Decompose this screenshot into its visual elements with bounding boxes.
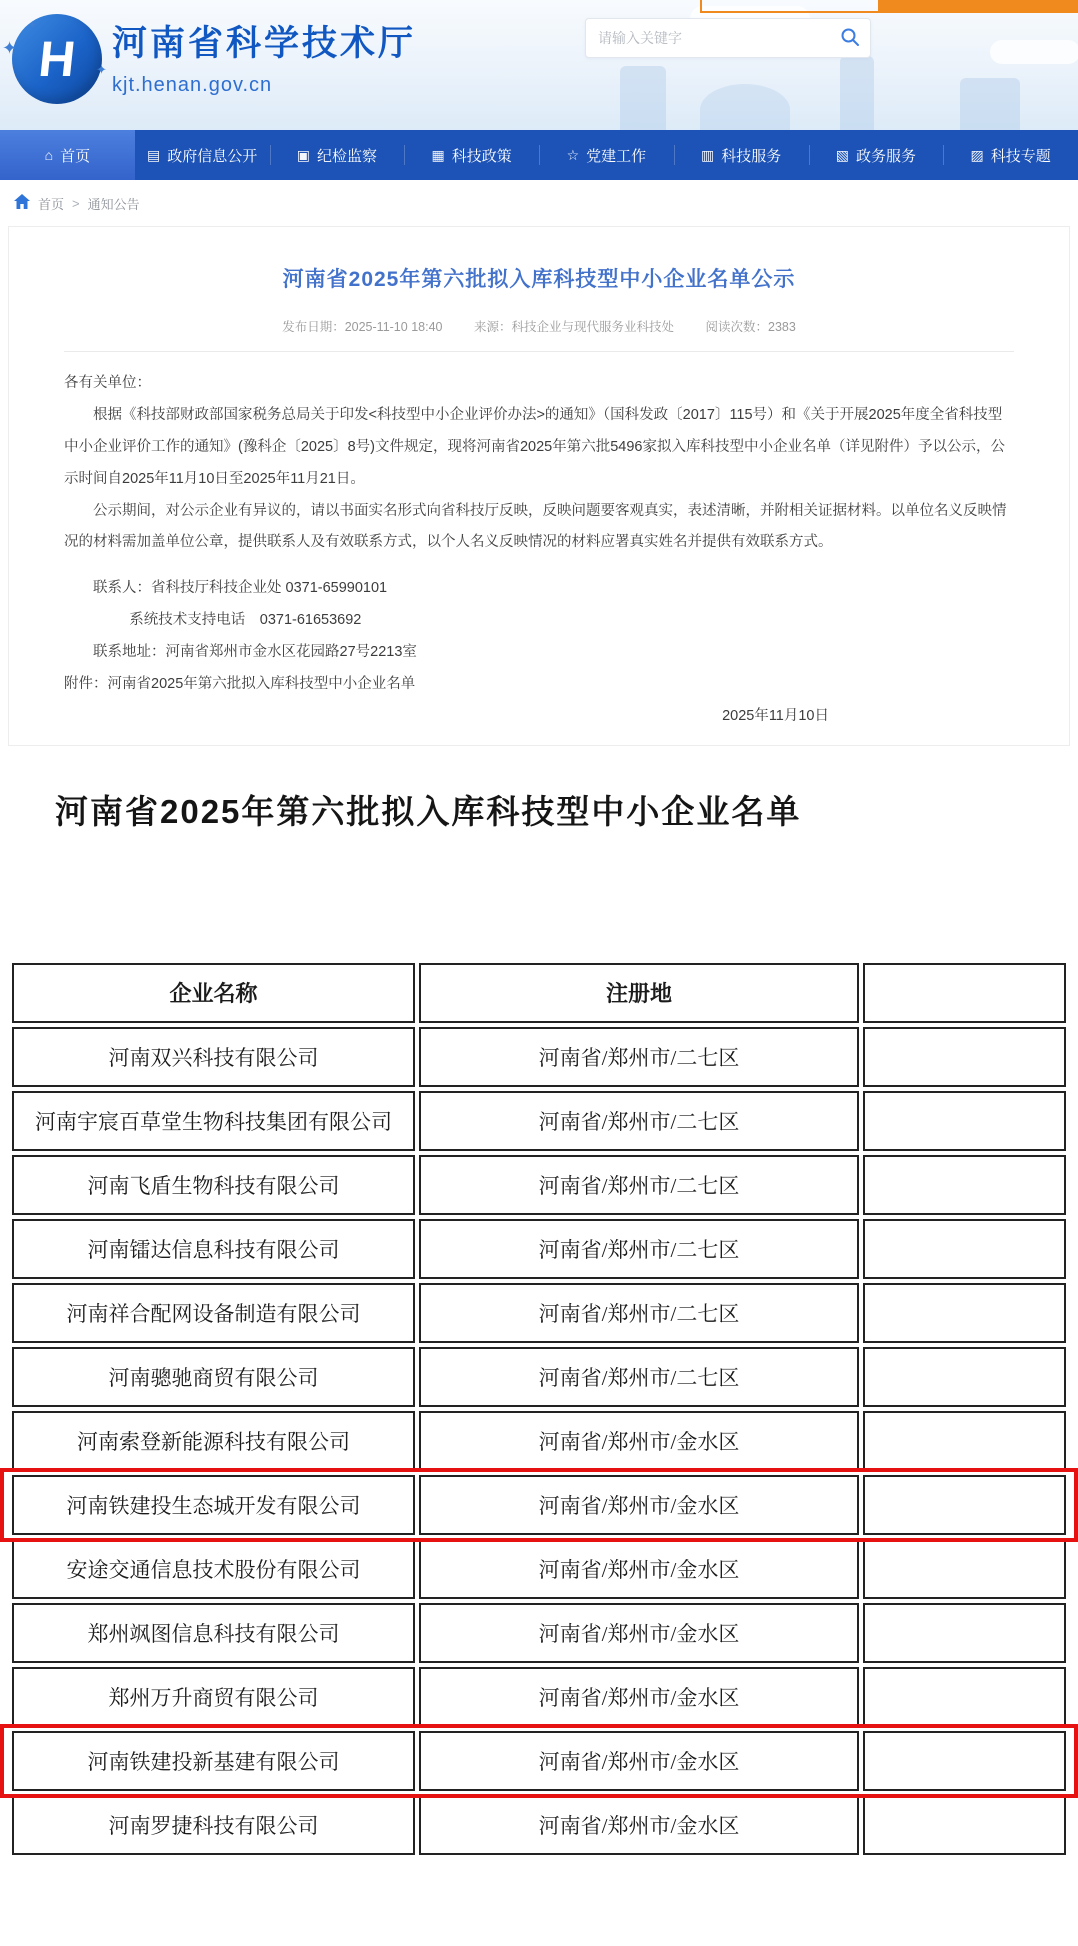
attachment-link[interactable]: 河南省2025年第六批拟入库科技型中小企业名单 <box>107 676 416 693</box>
document-icon: ▤ <box>147 147 161 163</box>
nav-item-home[interactable] <box>0 130 135 180</box>
table-row <box>12 1155 1066 1215</box>
home-icon: ⌂ <box>44 147 54 163</box>
table-row <box>12 1027 1066 1087</box>
company-name-cell: 河南双兴科技有限公司 <box>12 1027 415 1087</box>
view-count: 阅读次数：2383 <box>705 320 796 334</box>
nav-item-label: 科技专题 <box>990 147 1051 165</box>
location-cell: 河南省/郑州市/金水区 <box>419 1731 859 1791</box>
site-name: 河南省科学技术厅 <box>112 24 417 63</box>
attachment-label: 附件： <box>64 676 108 693</box>
header-cloud-decoration <box>990 40 1078 64</box>
breadcrumb-home-link[interactable]: 首页 <box>38 196 65 212</box>
top-banner-tab-active[interactable] <box>880 0 1078 13</box>
location-cell: 河南省/郑州市/金水区 <box>419 1411 859 1471</box>
article-body <box>64 368 1014 733</box>
table-row <box>12 1283 1066 1343</box>
contact-line: 联系人：省科技厅科技企业处 0371-65990101 <box>93 580 388 597</box>
company-table-wrapper <box>8 959 1070 1859</box>
table-row <box>12 1091 1066 1151</box>
empty-cell <box>863 1603 1066 1663</box>
contact-line: 系统技术支持电话 0371-61653692 <box>129 612 362 629</box>
company-name-cell: 郑州万升商贸有限公司 <box>12 1667 415 1727</box>
nav-item-label: 政府信息公开 <box>167 147 258 165</box>
company-name-cell: 河南索登新能源科技有限公司 <box>12 1411 415 1471</box>
location-cell: 河南省/郑州市/二七区 <box>419 1155 859 1215</box>
company-name-cell: 河南祥合配网设备制造有限公司 <box>12 1283 415 1343</box>
article-paragraph: 根据《科技部财政部国家税务总局关于印发<科技型中小企业评价办法>的通知》（国科发政〔2017〕115号）和《关于开展2025年度全省科技型中小企业评价工作的通知》(豫科企〔2025〕8号)文件规定，现将河南省2025年第六批5496家拟入库科技型中小企业名单（详见附件）予以公示，公示时间自2025年11月10日至2025年11月21日。 <box>64 406 1005 487</box>
nav-item-label: 科技服务 <box>721 147 782 165</box>
article-salutation: 各有关单位： <box>64 375 151 391</box>
location-cell: 河南省/郑州市/二七区 <box>419 1347 859 1407</box>
site-header <box>0 0 1078 130</box>
location-cell: 河南省/郑州市/金水区 <box>419 1667 859 1727</box>
table-row <box>12 1667 1066 1727</box>
empty-cell <box>863 1667 1066 1727</box>
company-table <box>8 959 1070 1859</box>
nav-item-label: 纪检监察 <box>316 147 377 165</box>
nav-item-party[interactable] <box>539 130 674 180</box>
company-name-cell: 郑州飒图信息科技有限公司 <box>12 1603 415 1663</box>
top-banner-tab[interactable] <box>700 0 880 13</box>
empty-cell <box>863 1219 1066 1279</box>
empty-cell <box>863 1795 1066 1855</box>
header-skyline-decoration <box>960 78 1020 130</box>
empty-cell <box>863 1411 1066 1471</box>
printer-icon: ▧ <box>835 147 849 163</box>
nav-item-discipline[interactable] <box>270 130 405 180</box>
breadcrumb-current[interactable]: 通知公告 <box>87 196 140 212</box>
nav-item-policy[interactable] <box>404 130 539 180</box>
header-skyline-decoration <box>620 66 666 130</box>
contact-line: 联系地址：河南省郑州市金水区花园路27号2213室 <box>93 644 417 661</box>
empty-cell <box>863 1347 1066 1407</box>
article-paragraph: 公示期间，对公示企业有异议的，请以书面实名形式向省科技厅反映，反映问题要客观真实，表述清晰，并附相关证据材料。以单位名义反映情况的材料需加盖单位公章，提供联系人及有效联系方式，以个人名义反映情况的材料应署真实姓名并提供有效联系方式。 <box>64 502 1007 551</box>
site-title-block <box>112 16 416 97</box>
table-row <box>12 1219 1066 1279</box>
inspection-icon: ▣ <box>296 147 310 163</box>
empty-cell <box>863 1091 1066 1151</box>
company-name-cell: 安途交通信息技术股份有限公司 <box>12 1539 415 1599</box>
company-name-cell: 河南镭达信息科技有限公司 <box>12 1219 415 1279</box>
header-skyline-decoration <box>700 84 790 130</box>
nav-item-label: 首页 <box>60 147 91 165</box>
table-row <box>12 1795 1066 1855</box>
list-heading: 河南省2025年第六批拟入库科技型中小企业名单 <box>55 792 802 830</box>
table-row <box>12 1539 1066 1599</box>
article-card <box>8 226 1070 746</box>
empty-cell <box>863 1283 1066 1343</box>
nav-item-topics[interactable] <box>943 130 1078 180</box>
table-row <box>12 1603 1066 1663</box>
sparkle-icon: ✦ <box>96 62 107 77</box>
nav-item-gov-info[interactable] <box>135 130 270 180</box>
nav-item-label: 科技政策 <box>451 147 512 165</box>
nav-item-gov-service[interactable] <box>809 130 944 180</box>
sparkle-icon: ✦ <box>2 38 18 58</box>
site-logo[interactable] <box>12 14 102 104</box>
column-header-empty <box>863 963 1066 1023</box>
article-paragraphs <box>64 400 1014 559</box>
search-box <box>585 18 871 58</box>
company-name-cell: 河南铁建投生态城开发有限公司 <box>12 1475 415 1535</box>
main-nav <box>0 130 1078 180</box>
nav-item-tech-service[interactable] <box>674 130 809 180</box>
attachment-line <box>64 669 1014 701</box>
publish-date: 发布日期：2025-11-10 18:40 <box>282 320 443 334</box>
star-icon: ☆ <box>566 147 580 163</box>
location-cell: 河南省/郑州市/金水区 <box>419 1539 859 1599</box>
location-cell: 河南省/郑州市/金水区 <box>419 1603 859 1663</box>
empty-cell <box>863 1475 1066 1535</box>
contact-block <box>64 573 1014 669</box>
search-button[interactable] <box>830 19 870 57</box>
company-name-cell: 河南骢驰商贸有限公司 <box>12 1347 415 1407</box>
article-meta <box>64 317 1014 352</box>
sparkle-icon: ✦ <box>28 20 37 31</box>
location-cell: 河南省/郑州市/二七区 <box>419 1283 859 1343</box>
header-skyline-decoration <box>840 56 874 130</box>
column-header-location: 注册地 <box>419 963 859 1023</box>
search-icon <box>840 27 860 50</box>
location-cell: 河南省/郑州市/二七区 <box>419 1027 859 1087</box>
company-name-cell: 河南铁建投新基建有限公司 <box>12 1731 415 1791</box>
site-url: kjt.henan.gov.cn <box>112 74 273 96</box>
empty-cell <box>863 1731 1066 1791</box>
location-cell: 河南省/郑州市/金水区 <box>419 1475 859 1535</box>
sign-date: 2025年11月10日 <box>722 707 829 724</box>
column-header-company-name: 企业名称 <box>12 963 415 1023</box>
empty-cell <box>863 1155 1066 1215</box>
breadcrumb-separator: > <box>72 195 80 211</box>
company-name-cell: 河南飞盾生物科技有限公司 <box>12 1155 415 1215</box>
article-title: 河南省2025年第六批拟入库科技型中小企业名单公示 <box>282 268 796 291</box>
topic-icon: ▨ <box>970 147 984 163</box>
nav-item-label: 党建工作 <box>586 147 647 165</box>
empty-cell <box>863 1539 1066 1599</box>
table-row <box>12 1731 1066 1791</box>
nav-item-label: 政务服务 <box>855 147 916 165</box>
search-input[interactable] <box>586 30 830 46</box>
logo-h-icon: H <box>35 31 78 87</box>
article-source: 来源：科技企业与现代服务业科技处 <box>473 320 674 334</box>
home-icon <box>14 194 30 212</box>
table-header-row <box>12 963 1066 1023</box>
location-cell: 河南省/郑州市/金水区 <box>419 1795 859 1855</box>
table-row <box>12 1475 1066 1535</box>
location-cell: 河南省/郑州市/二七区 <box>419 1091 859 1151</box>
company-name-cell: 河南罗捷科技有限公司 <box>12 1795 415 1855</box>
company-name-cell: 河南宇宸百草堂生物科技集团有限公司 <box>12 1091 415 1151</box>
policy-icon: ▦ <box>431 147 445 163</box>
company-list-section <box>0 786 1078 1859</box>
empty-cell <box>863 1027 1066 1087</box>
breadcrumb <box>0 180 1078 226</box>
service-icon: ▥ <box>701 147 715 163</box>
table-row <box>12 1411 1066 1471</box>
location-cell: 河南省/郑州市/二七区 <box>419 1219 859 1279</box>
table-row <box>12 1347 1066 1407</box>
